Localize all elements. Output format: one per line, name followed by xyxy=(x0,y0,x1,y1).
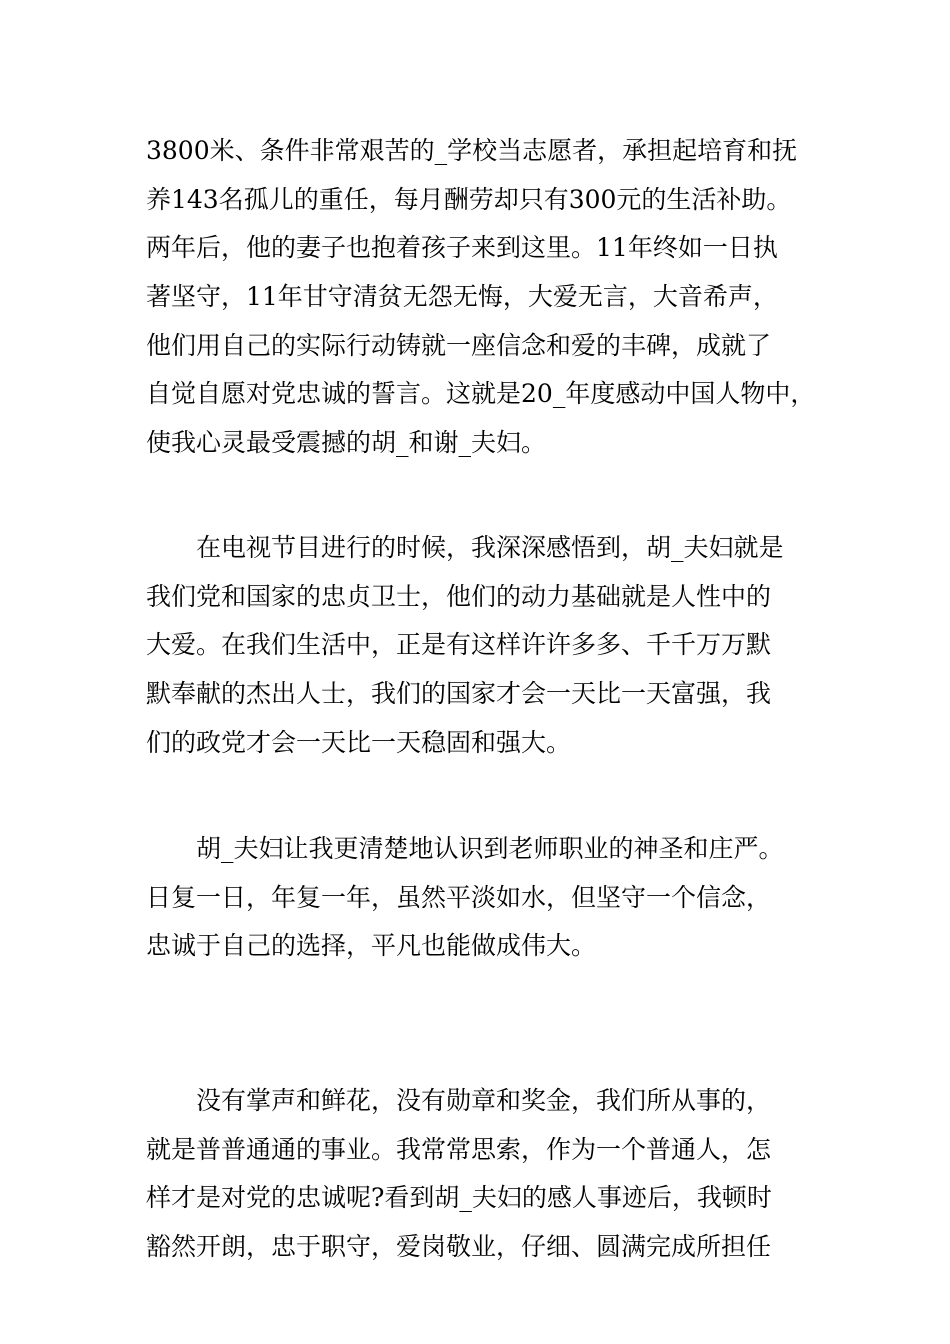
text-line: 两年后，他的妻子也抱着孩子来到这里。11年终如一日执 xyxy=(146,233,778,263)
text-line: 豁然开朗，忠于职守，爱岗敬业，仔细、圆满完成所担任 xyxy=(146,1232,772,1262)
text-line: 默奉献的杰出人士，我们的国家才会一天比一天富强，我 xyxy=(146,679,772,709)
text-line: 没有掌声和鲜花，没有勋章和奖金，我们所从事的， xyxy=(196,1086,772,1115)
text-line: 胡_夫妇让我更清楚地认识到老师职业的神圣和庄严。 xyxy=(196,834,784,863)
text-line: 就是普普通通的事业。我常常思索，作为一个普通人，怎 xyxy=(146,1134,772,1164)
text-line: 忠诚于自己的选择，平凡也能做成伟大。 xyxy=(146,931,597,961)
text-line: 养143名孤儿的重任，每月酬劳却只有300元的生活补助。 xyxy=(146,184,792,214)
text-line: 3800米、条件非常艰苦的_学校当志愿者，承担起培育和抚 xyxy=(146,136,798,165)
paragraph-2 xyxy=(146,524,826,767)
text-line: 著坚守，11年甘守清贫无怨无悔，大爱无言，大音希声， xyxy=(146,282,778,312)
paragraph-3 xyxy=(146,825,826,971)
text-line: 大爱。在我们生活中，正是有这样许许多多、千千万万默 xyxy=(146,630,772,660)
text-line: 我们党和国家的忠贞卫士，他们的动力基础就是人性中的 xyxy=(146,581,772,611)
text-line: 在电视节目进行的时候，我深深感悟到，胡_夫妇就是 xyxy=(196,533,784,562)
text-line: 自觉自愿对党忠诚的誓言。这就是20_年度感动中国人物中， xyxy=(146,379,816,409)
text-line: 使我心灵最受震撼的胡_和谢_夫妇。 xyxy=(146,428,547,458)
text-line: 样才是对党的忠诚呢?看到胡_夫妇的感人事迹后，我顿时 xyxy=(146,1183,772,1213)
text-line: 日复一日，年复一年，虽然平淡如水，但坚守一个信念， xyxy=(146,882,772,912)
paragraph-1 xyxy=(146,127,826,468)
paragraph-4 xyxy=(146,1077,826,1272)
text-line: 他们用自己的实际行动铸就一座信念和爱的丰碑，成就了 xyxy=(146,330,772,360)
text-line: 们的政党才会一天比一天稳固和强大。 xyxy=(146,727,572,757)
